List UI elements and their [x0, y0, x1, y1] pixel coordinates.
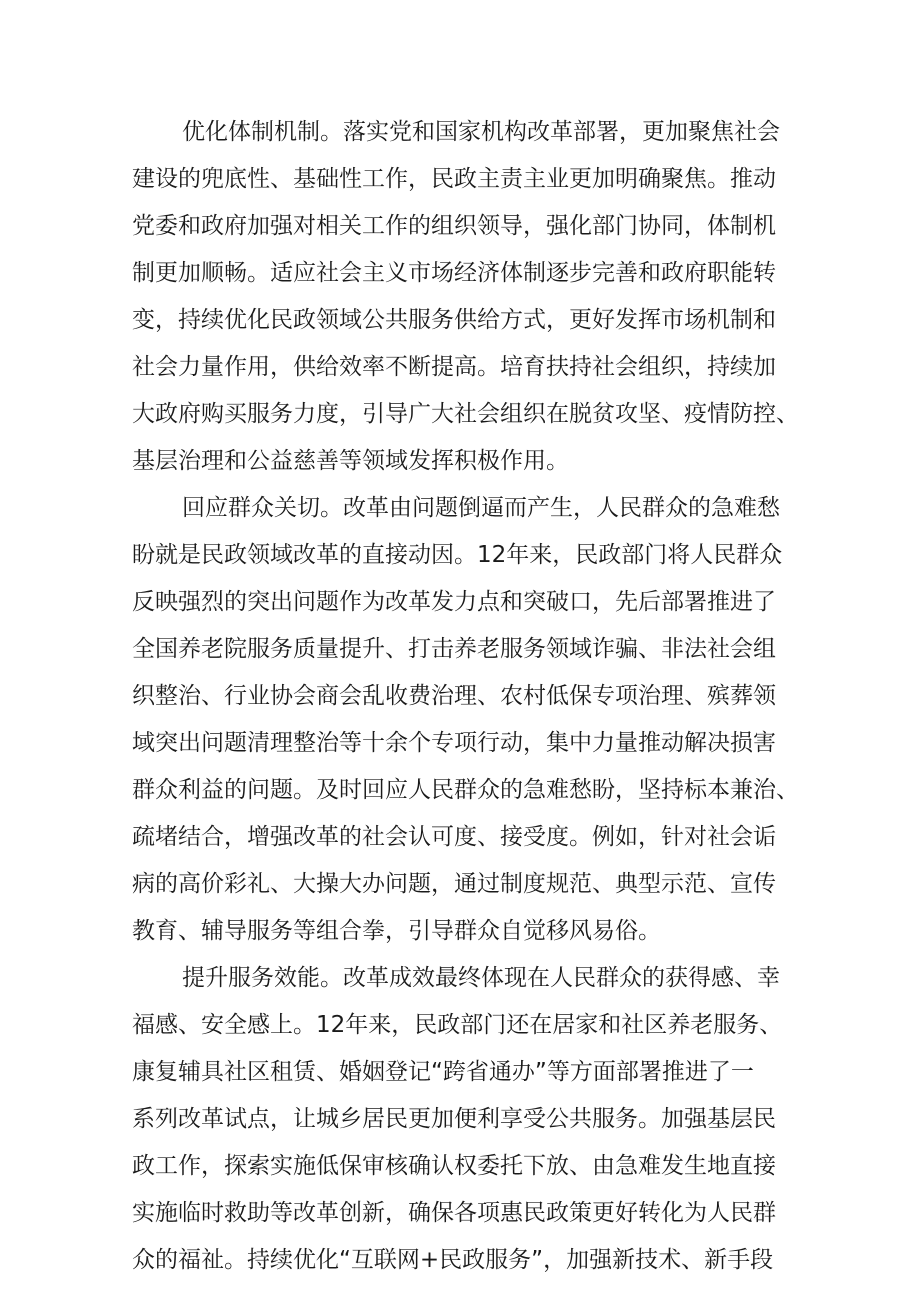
text-line: 域突出问题清理整治等十余个专项行动，集中力量推动解决损害	[132, 730, 776, 756]
text-line: 回应群众关切。改革由问题倒逼而产生，人民群众的急难愁	[182, 495, 780, 521]
text-line: 变，持续优化民政领域公共服务供给方式，更好发挥市场机制和	[132, 307, 776, 333]
text-line: 织整治、行业协会商会乱收费治理、农村低保专项治理、殡葬领	[132, 683, 776, 709]
text-line: 实施临时救助等改革创新，确保各项惠民政策更好转化为人民群	[132, 1200, 776, 1226]
text-line: 大政府购买服务力度，引导广大社会组织在脱贫攻坚、疫情防控、	[132, 401, 799, 427]
text-line: 众的福祉。持续优化“互联网+民政服务”，加强新技术、新手段	[132, 1247, 774, 1273]
text-line: 疏堵结合，增强改革的社会认可度、接受度。例如，针对社会诟	[132, 824, 776, 850]
text-line: 制更加顺畅。适应社会主义市场经济体制逐步完善和政府职能转	[132, 260, 776, 286]
text-line: 康复辅具社区租赁、婚姻登记“跨省通办”等方面部署推进了一	[132, 1059, 754, 1085]
text-line: 提升服务效能。改革成效最终体现在人民群众的获得感、幸	[182, 965, 780, 991]
text-line: 全国养老院服务质量提升、打击养老服务领域诈骗、非法社会组	[132, 636, 776, 662]
text-line: 建设的兜底性、基础性工作，民政主责主业更加明确聚焦。推动	[132, 166, 776, 192]
text-line: 福感、安全感上。12年来，民政部门还在居家和社区养老服务、	[132, 1012, 783, 1038]
text-line: 政工作，探索实施低保审核确认权委托下放、由急难发生地直接	[132, 1153, 776, 1179]
text-line: 基层治理和公益慈善等领域发挥积极作用。	[132, 448, 569, 474]
text-line: 盼就是民政领域改革的直接动因。12年来，民政部门将人民群众	[132, 542, 783, 568]
text-line: 优化体制机制。落实党和国家机构改革部署，更加聚焦社会	[182, 119, 780, 145]
text-line: 群众利益的问题。及时回应人民群众的急难愁盼，坚持标本兼治、	[132, 777, 799, 803]
text-line: 病的高价彩礼、大操大办问题，通过制度规范、典型示范、宣传	[132, 871, 776, 897]
text-line: 党委和政府加强对相关工作的组织领导，强化部门协同，体制机	[132, 213, 776, 239]
text-line: 反映强烈的突出问题作为改革发力点和突破口，先后部署推进了	[132, 589, 776, 615]
text-line: 教育、辅导服务等组合拳，引导群众自觉移风易俗。	[132, 918, 661, 944]
text-line: 系列改革试点，让城乡居民更加便利享受公共服务。加强基层民	[132, 1106, 776, 1132]
text-line: 社会力量作用，供给效率不断提高。培育扶持社会组织，持续加	[132, 354, 776, 380]
